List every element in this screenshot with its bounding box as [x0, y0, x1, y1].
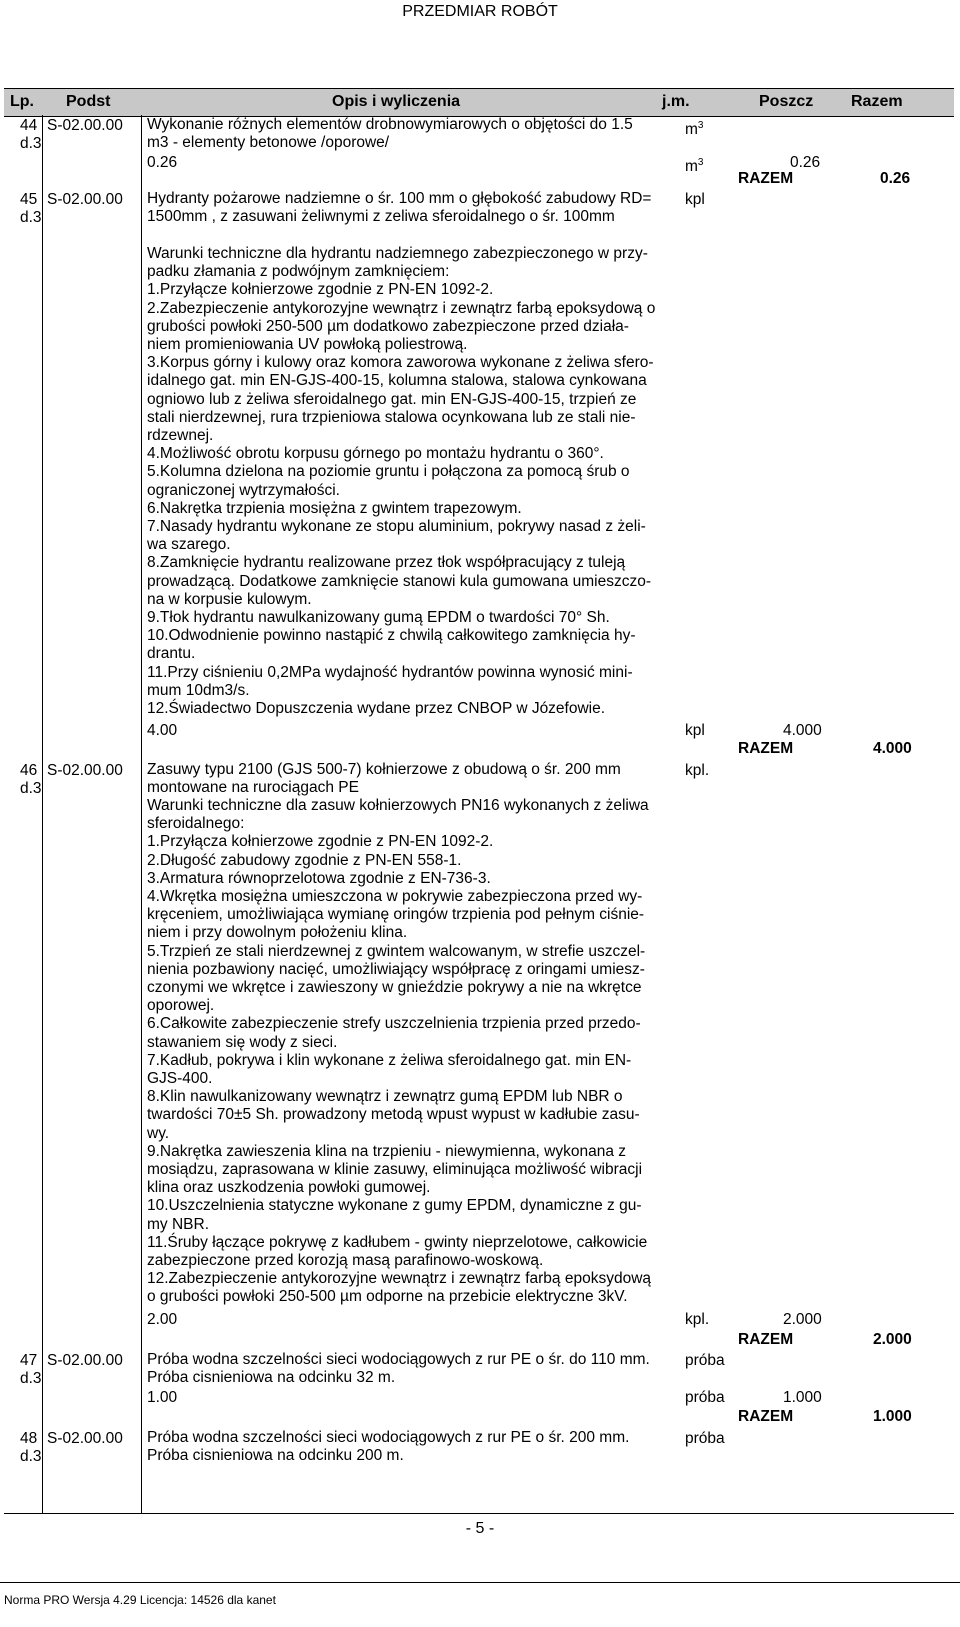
calc-unit: kpl [685, 722, 705, 739]
calc-expression: 0.26 [147, 154, 178, 171]
item-description [147, 1429, 692, 1465]
description-line: Próba cisnieniowa na odcinku 32 m. [147, 1369, 396, 1387]
item-lp-sub: d.3 [20, 780, 42, 797]
specification-line: 6.Nakrętka trzpienia mosiężna z gwintem trapezowym. [147, 499, 522, 517]
specification-line: prowadzącą. Dodatkowe zamknięcie stanowi kula gumowana umieszczo- [147, 572, 651, 590]
item-description [147, 116, 692, 152]
description-line: Próba wodna szczelności sieci wodociągowych z rur PE o śr. do 110 mm. [147, 1351, 650, 1368]
specification-line: stawaniem się wody z sieci. [147, 1033, 338, 1051]
item-lp: 44 [20, 117, 38, 134]
description-line: Próba cisnieniowa na odcinku 200 m. [147, 1447, 404, 1465]
specification-line: twardości 70±5 Sh. prowadzony metodą wpust wypust w kadłubie zasu- [147, 1106, 640, 1124]
page-title: PRZEDMIAR ROBÓT [402, 3, 558, 20]
item-description [147, 190, 692, 226]
header-opis: Opis i wyliczenia [332, 93, 461, 110]
specification-line: rdzewnej. [147, 427, 214, 445]
description-line: Zasuwy typu 2100 (GJS 500-7) kołnierzowe z obudową o śr. 200 mm [147, 761, 621, 778]
specification-line: 10.Uszczelnienia statyczne wykonane z gumy EPDM, dynamiczne z gu- [147, 1197, 642, 1215]
calc-unit: próba [685, 1389, 725, 1406]
specification-line: oporowej. [147, 997, 215, 1015]
calc-value: 1.000 [783, 1389, 822, 1406]
specification-line: 12.Świadectwo Dopuszczenia wydane przez CNBOP w Józefowie. [147, 700, 606, 718]
razem-value: 1.000 [873, 1408, 912, 1425]
item-description [147, 761, 692, 797]
description-line: Hydranty pożarowe nadziemne o śr. 100 mm o głębokość zabudowy RD= [147, 190, 652, 207]
calc-value: 0.26 [790, 154, 821, 171]
specification-line: 4.Możliwość obrotu korpusu górnego po montażu hydrantu o 360°. [147, 445, 604, 463]
specification-line: drantu. [147, 645, 196, 663]
specification-line: sferoidalnego: [147, 815, 245, 833]
item-podst: S-02.00.00 [47, 762, 123, 779]
header-lp: Lp. [10, 93, 34, 110]
razem-value: 2.000 [873, 1331, 912, 1348]
specification-line: ogniowo lub z żeliwa sferoidalnego gat. min EN-GJS-400-15, trzpień ze [147, 390, 637, 408]
item-unit: próba [685, 1352, 725, 1369]
specification-line: wa szarego. [147, 536, 231, 554]
column-divider [42, 115, 43, 1513]
item-unit: $m^3$ [685, 120, 704, 139]
specification-line: kręceniem, umożliwiająca wymianę oringów trzpienia pod pełnym ciśnie- [147, 906, 645, 924]
item-podst: S-02.00.00 [47, 1352, 123, 1369]
page-number: - 5 - [465, 1520, 495, 1537]
description-line: 1500mm , z zasuwani żeliwnymi z zeliwa sferoidalnego o śr. 100mm [147, 208, 615, 226]
razem-value: 0.26 [880, 170, 911, 187]
item-lp-sub: d.3 [20, 209, 42, 226]
description-line: montowane na rurociągach PE [147, 779, 359, 797]
razem-value: 4.000 [873, 740, 912, 757]
item-unit: kpl. [685, 762, 710, 779]
item-lp-sub: d.3 [20, 135, 42, 152]
header-razem: Razem [851, 93, 903, 110]
description-line: m3 - elementy betonowe /oporowe/ [147, 134, 390, 152]
specification-line: 9.Tłok hydrantu nawulkanizowany gumą EPDM o twardości 70° Sh. [147, 609, 610, 627]
footer-divider [0, 1582, 960, 1583]
calc-value: 2.000 [783, 1311, 822, 1328]
specification-line: 11.Przy ciśnieniu 0,2MPa wydajność hydrantów powinna wynosić mini- [147, 663, 633, 681]
specification-line: grubości powłoki 250-500 µm dodatkowo zabezpieczone przed działa- [147, 317, 629, 335]
specification-line: mosiądzu, zaprasowana w klinie zasuwy, eliminująca możliwość wibracji [147, 1161, 643, 1179]
calc-expression: 4.00 [147, 722, 178, 739]
specification-line: padku złamania z podwójnym zamknięciem: [147, 263, 450, 281]
header-poszcz: Poszcz [759, 93, 814, 110]
specification-line: 5.Trzpień ze stali nierdzewnej z gwintem walcowanym, w strefie uszczel- [147, 942, 646, 960]
specification-line: GJS-400. [147, 1070, 213, 1088]
specification-line: niem promieniowania UV powłoką poliestrową. [147, 336, 468, 354]
specification-line: klina oraz uszkodzenia powłoki gumowej. [147, 1179, 431, 1197]
calc-expression: 2.00 [147, 1311, 178, 1328]
specification-line: 3.Armatura równoprzelotowa zgodnie z EN-736-3. [147, 869, 491, 887]
specification-line: 4.Wkrętka mosiężna umieszczona w pokrywie zabezpieczona przed wy- [147, 888, 643, 906]
table-bottom-rule [4, 1513, 954, 1514]
item-specification [147, 797, 692, 1307]
specification-line: mum 10dm3/s. [147, 681, 250, 699]
item-podst: S-02.00.00 [47, 191, 123, 208]
header-podst: Podst [66, 93, 111, 110]
specification-line: 7.Kadłub, pokrywa i klin wykonane z żeliwa sferoidalnego gat. min EN- [147, 1051, 632, 1069]
item-podst: S-02.00.00 [47, 117, 123, 134]
item-lp: 47 [20, 1352, 38, 1369]
specification-line: 6.Całkowite zabezpieczenie strefy uszczelnienia trzpienia przed przedo- [147, 1015, 641, 1033]
footer-license: Norma PRO Wersja 4.29 Licencja: 14526 dla kanet [4, 1593, 276, 1607]
specification-line: 7.Nasady hydrantu wykonane ze stopu aluminium, pokrywy nasad z żeli- [147, 518, 646, 536]
specification-line: 9.Nakrętka zawieszenia klina na trzpieniu - niewymienna, wykonana z [147, 1142, 627, 1160]
specification-line: stali nierdzewnej, rura trzpieniowa stalowa ocynkowana lub ze stali nie- [147, 408, 636, 426]
specification-line: my NBR. [147, 1215, 209, 1233]
description-line: Próba wodna szczelności sieci wodociągowych z rur PE o śr. 200 mm. [147, 1429, 630, 1446]
item-lp: 45 [20, 191, 38, 208]
specification-line: 1.Przyłącza kołnierzowe zgodnie z PN-EN 1092-2. [147, 833, 494, 851]
header-jm: j.m. [662, 93, 690, 110]
razem-label: RAZEM [738, 1331, 794, 1348]
specification-line: 2.Długość zabudowy zgodnie z PN-EN 558-1. [147, 851, 462, 869]
calc-unit: $m^3$ [685, 157, 704, 176]
razem-label: RAZEM [738, 1408, 794, 1425]
item-lp-sub: d.3 [20, 1370, 42, 1387]
specification-line: 3.Korpus górny i kulowy oraz komora zaworowa wykonane z żeliwa sfero- [147, 354, 654, 372]
specification-line: 11.Śruby łączące pokrywę z kadłubem - gwinty nieprzelotowe, całkowicie [147, 1233, 648, 1251]
specification-line: wy. [147, 1124, 170, 1142]
calc-expression: 1.00 [147, 1389, 178, 1406]
specification-line: zabezpieczone przed korozją masą parafinowo-woskową. [147, 1252, 544, 1270]
specification-line: 1.Przyłącze kołnierzowe zgodnie z PN-EN 1092-2. [147, 281, 494, 299]
item-unit: próba [685, 1430, 725, 1447]
specification-line: Warunki techniczne dla hydrantu nadziemnego zabezpieczonego w przy- [147, 245, 648, 262]
specification-line: niem i przy dowolnym położeniu klina. [147, 924, 408, 942]
razem-label: RAZEM [738, 170, 794, 187]
item-specification [147, 245, 692, 718]
specification-line: 5.Kolumna dzielona na poziomie gruntu i połączona za pomocą śrub o [147, 463, 630, 481]
specification-line: o grubości powłoki 250-500 µm odporne na przebicie elektryczne 3kV. [147, 1288, 628, 1306]
specification-line: 8.Klin nawulkanizowany wewnątrz i zewnątrz gumą EPDM lub NBR o [147, 1088, 623, 1106]
item-lp: 46 [20, 762, 38, 779]
item-lp-sub: d.3 [20, 1448, 42, 1465]
specification-line: 12.Zabezpieczenie antykorozyjne wewnątrz i zewnątrz farbą epoksydową [147, 1270, 652, 1288]
razem-label: RAZEM [738, 740, 794, 757]
specification-line: 8.Zamknięcie hydrantu realizowane przez tłok współpracujący z tuleją [147, 554, 626, 572]
description-line: Wykonanie różnych elementów drobnowymiarowych o objętości do 1.5 [147, 116, 633, 133]
specification-line: Warunki techniczne dla zasuw kołnierzowych PN16 wykonanych z żeliwa [147, 797, 649, 814]
specification-line: czonymi we wkrętce i zawieszony w gnieździe pokrywy a nie na wkrętce [147, 979, 642, 997]
item-lp: 48 [20, 1430, 38, 1447]
table-header [4, 88, 954, 117]
specification-line: na w korpusie kulowym. [147, 590, 312, 608]
specification-line: ograniczonej wytrzymałości. [147, 481, 340, 499]
specification-line: nienia pozbawiony nacięć, umożliwiający współpracę z oringami umiesz- [147, 960, 645, 978]
column-divider [141, 115, 142, 1513]
specification-line: 10.Odwodnienie powinno nastąpić z chwilą całkowitego zamknięcia hy- [147, 627, 636, 645]
item-podst: S-02.00.00 [47, 1430, 123, 1447]
item-unit: kpl [685, 191, 705, 208]
specification-line: idalnego gat. min EN-GJS-400-15, kolumna stalowa, stalowa cynkowana [147, 372, 647, 390]
calc-value: 4.000 [783, 722, 822, 739]
calc-unit: kpl. [685, 1311, 710, 1328]
specification-line: 2.Zabezpieczenie antykorozyjne wewnątrz i zewnątrz farbą epoksydową o [147, 299, 656, 317]
item-description [147, 1351, 692, 1387]
